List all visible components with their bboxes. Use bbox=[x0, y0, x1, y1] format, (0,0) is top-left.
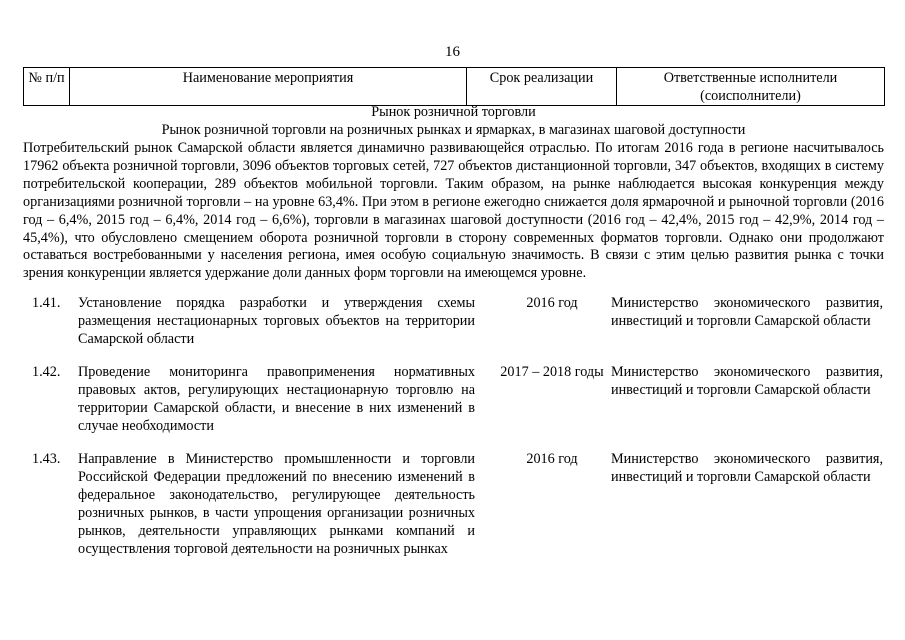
header-col-name: Наименование мероприятия bbox=[70, 68, 467, 106]
header-col-num: № п/п bbox=[24, 68, 70, 106]
row-number: 1.41. bbox=[32, 295, 61, 311]
row-activity-name: Направление в Министерство промышленности и торговли Российской Федерации предложений по внесению изменений в федеральное законодательство, регулирующее деятельность розничных рынков, в части упрощения организации розничных рынков, деятельности управляющих рынками компаний и осуществления торговой деятельности на розничных рынках bbox=[78, 451, 475, 557]
row-period: 2016 год bbox=[526, 451, 578, 467]
page-number: 16 bbox=[445, 44, 460, 60]
row-activity-name: Установление порядка разработки и утверждения схемы размещения нестационарных торговых объектов на территории Самарской области bbox=[78, 295, 475, 347]
row-responsible: Министерство экономического развития, инвестиций и торговли Самарской области bbox=[611, 364, 883, 398]
subsection-title: Рынок розничной торговли на розничных рынках и ярмарках, в магазинах шаговой доступности bbox=[161, 122, 746, 138]
row-number: 1.42. bbox=[32, 364, 61, 380]
header-col-period: Срок реализации bbox=[467, 68, 617, 106]
row-period: 2017 – 2018 годы bbox=[500, 364, 604, 380]
row-responsible: Министерство экономического развития, инвестиций и торговли Самарской области bbox=[611, 451, 883, 485]
row-period: 2016 год bbox=[526, 295, 578, 311]
intro-paragraph: Потребительский рынок Самарской области является динамично развивающейся отраслью. По итогам 2016 года в регионе насчитывалось 17962 объекта розничной торговли, 3096 объектов торговых сетей, 727 объектов дистанционной торговли, 347 объектов, входящих в систему потребительской кооперации, 289 объектов мобильной торговли. Таким образом, на рынке наблюдается высокая конкуренция между организациями розничной торговли – на уровне 63,4%. При этом в регионе ежегодно снижается доля ярмарочной и рыночной торговли (2016 год – 6,4%, 2015 год – 6,4%, 2014 год – 6,6%), торговли в магазинах шаговой доступности (2016 год – 42,4%, 2015 год – 42,9%, 2014 год – 45,4%), что обусловлено смещением оборота розничной торговли в сторону современных форматов торговли. Однако они продолжают оставаться востребованными у населения региона, имея особую социальную значимость. В связи с этим целью развития рынка с точки зрения конкуренции является удержание доли данных форм торговли на имеющемся уровне. bbox=[23, 140, 884, 282]
row-responsible: Министерство экономического развития, инвестиций и торговли Самарской области bbox=[611, 295, 883, 329]
table-header bbox=[23, 67, 885, 106]
row-number: 1.43. bbox=[32, 451, 61, 467]
row-activity-name: Проведение мониторинга правоприменения нормативных правовых актов, регулирующих нестационарную торговлю на территории Самарской области, и внесение в них изменений в случае необходимости bbox=[78, 364, 475, 434]
header-col-resp: Ответственные исполнители (соисполнители) bbox=[617, 68, 885, 106]
section-title: Рынок розничной торговли bbox=[371, 104, 536, 120]
